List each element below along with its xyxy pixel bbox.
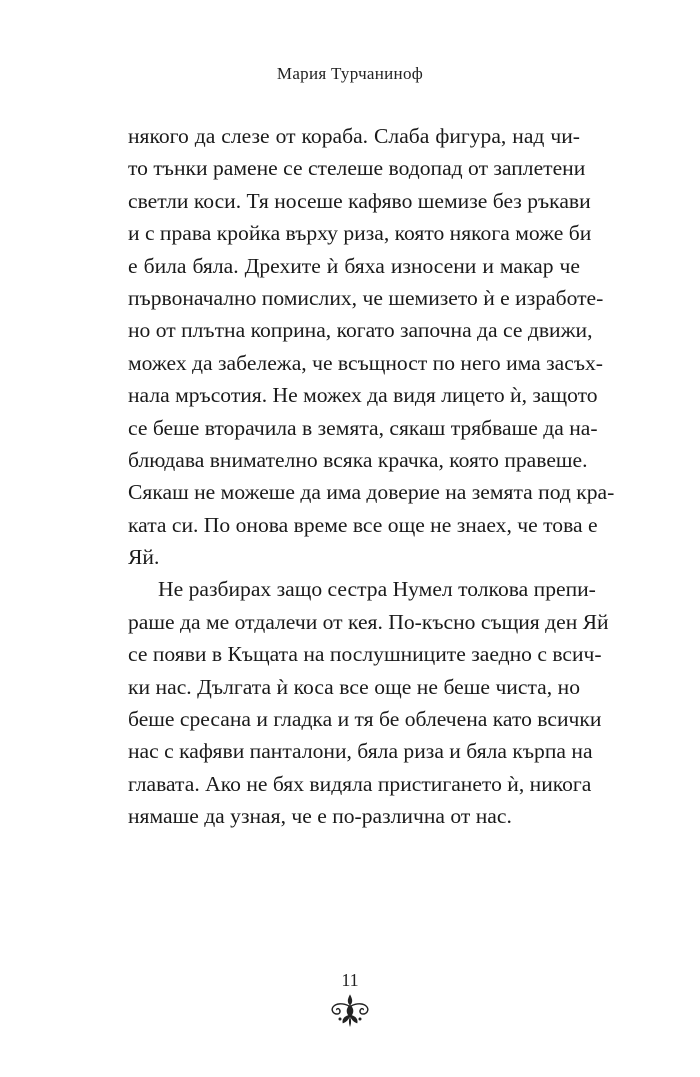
text-line: то тънки рамене се стелеше водопад от заплетени xyxy=(128,156,586,181)
paragraph-2 xyxy=(128,573,609,832)
text-line: се беше вторачила в земята, сякаш трябваше да на- xyxy=(128,415,598,440)
running-head: Мария Турчаниноф xyxy=(276,64,424,83)
decorative-flourish-icon xyxy=(327,993,373,1027)
text-line: светли коси. Тя носеше кафяво шемизе без ръкави xyxy=(128,188,591,213)
text-line: можех да забележа, че всъщност по него има засъх- xyxy=(128,350,603,375)
text-line: се появи в Къщата на послушниците заедно с всич- xyxy=(128,642,602,667)
text-line: Не разбирах защо сестра Нумел толкова препи- xyxy=(158,577,596,602)
text-line: Яй. xyxy=(128,545,160,570)
text-line: но от плътна коприна, когато започна да се движи, xyxy=(128,318,593,343)
text-line: и с права кройка върху риза, която някога може би xyxy=(128,221,592,246)
text-line: първоначално помислих, че шемизето ѝ е изработе- xyxy=(128,285,604,310)
text-line: раше да ме отдалечи от кея. По-късно същия ден Яй xyxy=(128,609,609,634)
text-line: нямаше да узная, че е по-различна от нас. xyxy=(128,804,512,829)
text-line: Сякаш не можеше да има доверие на земята под кра- xyxy=(128,480,615,505)
text-line: ки нас. Дългата ѝ коса все още не беше чиста, но xyxy=(128,674,580,699)
text-line: нас с кафяви панталони, бяла риза и бяла кърпа на xyxy=(128,739,593,764)
text-line: беше сресана и гладка и тя бе облечена като всички xyxy=(128,707,602,732)
text-line: някого да слезе от кораба. Слаба фигура, над чи- xyxy=(128,124,580,148)
page-number: 11 xyxy=(341,970,359,990)
text-line: главата. Ако не бях видяла пристигането ѝ, никога xyxy=(128,771,592,796)
text-line: ката си. По онова време все още не знаех, че това е xyxy=(128,512,598,537)
text-line: е била бяла. Дрехите ѝ бяха износени и макар че xyxy=(128,253,580,278)
text-line: блюдава внимателно всяка крачка, която правеше. xyxy=(128,447,588,472)
text-line: нала мръсотия. Не можех да видя лицето ѝ, защото xyxy=(128,383,598,408)
paragraph-1 xyxy=(128,120,615,573)
body-text xyxy=(128,120,615,833)
